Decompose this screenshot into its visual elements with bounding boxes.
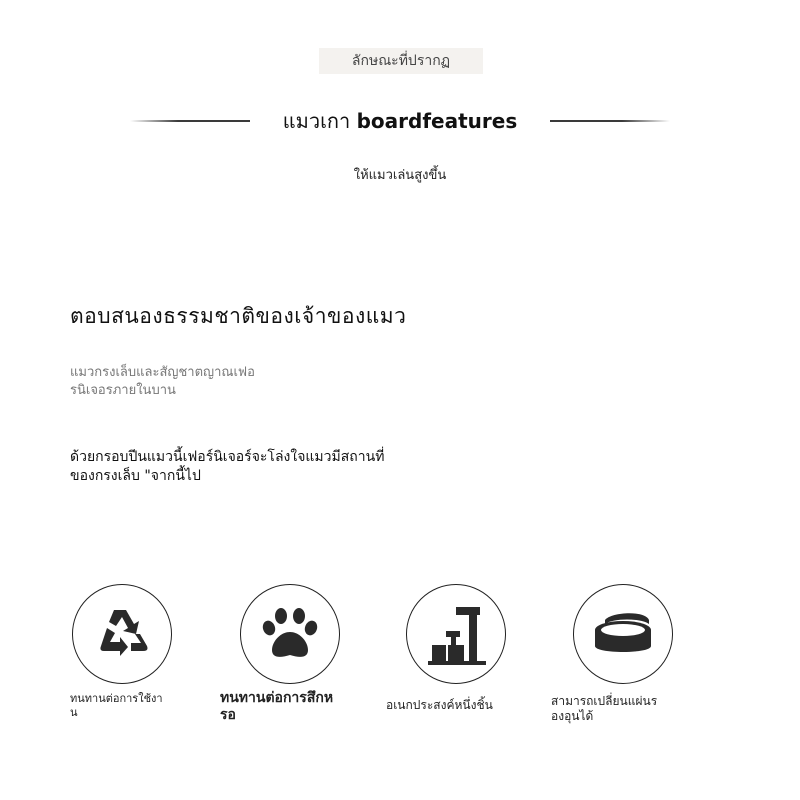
body-line-1: ด้วยกรอบปีนแมวนี้เฟอร์นิเจอร์จะโล่งใจแมวมีสถานที่ [70, 449, 385, 465]
feature-wear-line-1: ทนทานต่อการสึกห [220, 690, 334, 706]
paw-icon [260, 606, 320, 662]
cat-tree-icon [424, 601, 488, 667]
feature-replaceable-label [551, 694, 691, 724]
scratch-pad-icon [591, 608, 655, 660]
feature-durability-label [70, 692, 180, 720]
recycle-icon [90, 604, 154, 664]
page-subtitle: ให้แมวเล่นสูงขึ้น [353, 168, 447, 183]
body-line-2: ของกรงเล็บ "จากนี้ไป [70, 468, 201, 484]
section-heading: ตอบสนองธรรมชาติของเจ้าของแมว [70, 304, 407, 328]
feature-multipurpose-icon-circle [406, 584, 506, 684]
section-body [70, 448, 450, 486]
feature-multipurpose-line-1: อเนกประสงค์หนึ่งชิ้น [386, 698, 493, 712]
feature-durability-line-2: น [70, 706, 78, 719]
feature-replaceable-line-2: องอุนได้ [551, 709, 594, 723]
page-title [283, 105, 517, 137]
page-title-thai: แมวเกา [282, 109, 357, 133]
feature-multipurpose-label [386, 698, 526, 713]
feature-durability-line-1: ทนทานต่อการใช้งา [70, 692, 163, 705]
title-row [130, 104, 670, 138]
feature-wear-icon-circle [240, 584, 340, 684]
section-badge [319, 48, 483, 74]
section-description [70, 364, 310, 400]
feature-durability-icon-circle [72, 584, 172, 684]
feature-wear-label [220, 690, 350, 724]
feature-replaceable-icon-circle [573, 584, 673, 684]
feature-replaceable-line-1: สามารถเปลี่ยนแผ่นร [551, 694, 658, 708]
description-line-1: แมวกรงเล็บและสัญชาตญาณเฟอ [70, 365, 255, 380]
title-right-divider [550, 120, 670, 122]
description-line-2: รนิเจอรภายในบาน [70, 383, 176, 398]
section-badge-label: ลักษณะที่ปรากฏ [351, 53, 451, 69]
page-title-en: boardfeatures [356, 109, 518, 133]
feature-wear-line-2: รอ [220, 707, 236, 723]
title-left-divider [130, 120, 250, 122]
